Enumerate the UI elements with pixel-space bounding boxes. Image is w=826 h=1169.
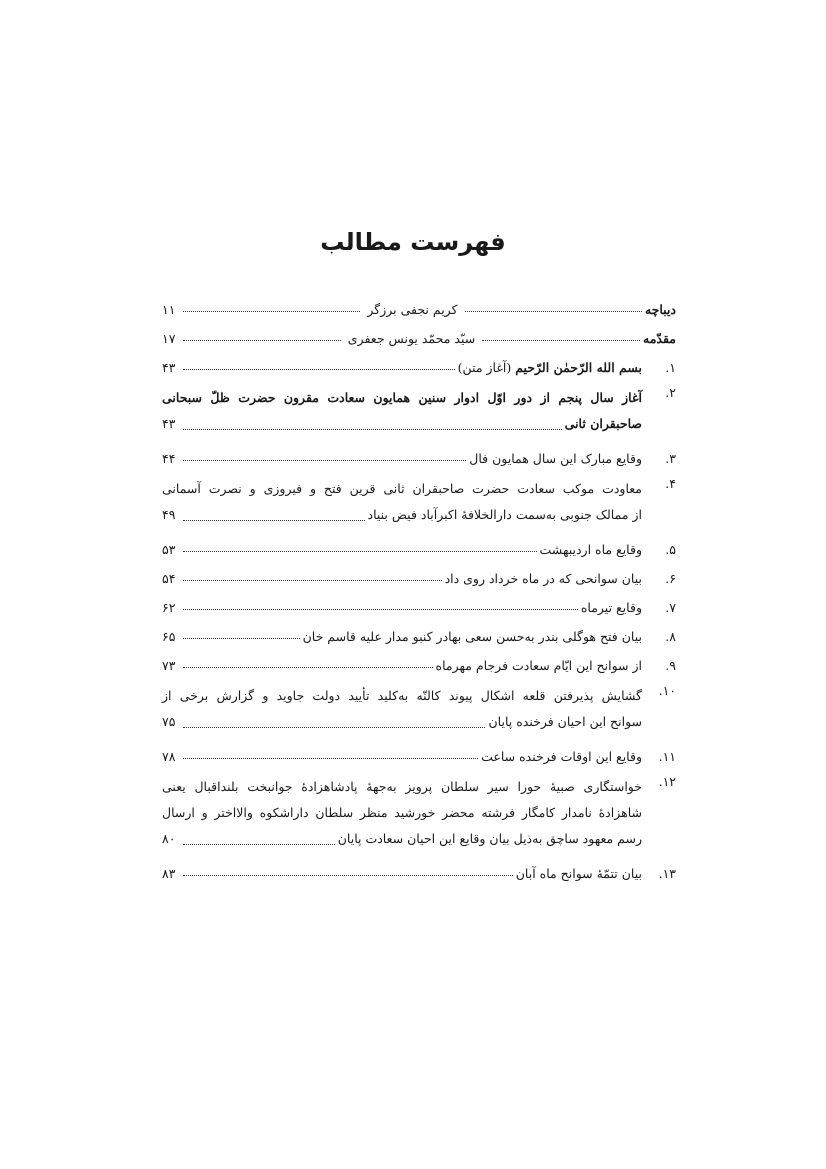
toc-row-preface[interactable] xyxy=(162,288,676,317)
toc-label-line: از ممالک جنوبی به‌سمت دارالخلافهٔ اکبرآباد فیض بنیاد xyxy=(367,507,642,522)
leader-dots xyxy=(183,551,537,552)
toc-page-number: ۸۳ xyxy=(162,866,176,881)
toc-label: دیباچه xyxy=(644,302,676,317)
toc-label-line: خواستگاری صبیهٔ حورا سیر سلطان پرویز به‌جههٔ پادشاهزادهٔ جوانبخت بلنداقبال یعنی xyxy=(162,779,642,794)
toc-label: بیان سوانحی که در ماه خرداد روی داد xyxy=(444,571,642,586)
toc-page-number: ۵۳ xyxy=(162,542,176,557)
toc-page-number: ۷۸ xyxy=(162,749,176,764)
toc-author: سیّد محمّد یونس جعفری xyxy=(347,331,476,346)
toc-entry-number: ۲. xyxy=(665,385,676,400)
toc-label: وقایع این اوقات فرخنده ساعت xyxy=(481,749,642,764)
leader-dots xyxy=(183,311,360,312)
toc-label: بیان فتح هوگلی بندر به‌حسن سعی بهادر کنبو مدار علیه قاسم خان xyxy=(302,629,642,644)
toc-page-number: ۱۱ xyxy=(162,302,176,317)
leader-dots xyxy=(183,638,300,639)
toc-entry-1[interactable] xyxy=(162,346,676,375)
toc-page-number: ۴۳ xyxy=(162,416,176,431)
leader-dots xyxy=(183,429,562,430)
toc-label: از سوانح این ایّام سعادت فرجام مهرماه xyxy=(435,658,642,673)
toc-page-number: ۶۵ xyxy=(162,629,176,644)
toc-page-number: ۵۴ xyxy=(162,571,176,586)
toc-entry-7[interactable] xyxy=(162,586,676,615)
leader-dots xyxy=(183,875,513,876)
toc-entry-13[interactable] xyxy=(162,852,676,881)
leader-dots xyxy=(183,580,442,581)
toc-label-line: رسم معهود ساچق به‌ذیل بیان وقایع این احیان سعادت پایان xyxy=(337,831,642,846)
toc-page-number: ۱۷ xyxy=(161,331,176,346)
leader-dots xyxy=(183,520,365,521)
leader-dots xyxy=(183,609,578,610)
toc-entry-9[interactable] xyxy=(162,644,676,673)
toc-entry-number: ۶. xyxy=(665,571,676,586)
toc-entry-6[interactable] xyxy=(162,557,676,586)
toc-label-line: شاهزادهٔ نامدار کامگار فرشته محضر خورشید منظر سلطان داراشکوه والااختر و ارسال xyxy=(162,805,642,820)
leader-dots xyxy=(465,311,642,312)
toc-entry-4[interactable] xyxy=(162,476,676,528)
page-title: فهرست مطالب xyxy=(320,228,506,256)
toc-label-line: سوانح این احیان فرخنده پایان xyxy=(488,714,642,729)
leader-dots xyxy=(183,340,341,341)
toc-entry-number: ۱. xyxy=(665,360,676,375)
leader-dots xyxy=(183,758,478,759)
toc-entry-5[interactable] xyxy=(162,528,676,557)
toc-label-bold: بسم الله الرّحمٰن الرّحیم xyxy=(515,360,642,375)
toc-entry-number: ۸. xyxy=(665,629,676,644)
toc-label-line: معاودت موکب سعادت حضرت صاحبقران ثانی قرین فتح و فیروزی و نصرت آسمانی xyxy=(162,481,642,496)
toc-entry-number: ۱۳. xyxy=(658,866,676,881)
toc-label-line: گشایش پذیرفتن قلعه اشکال پیوند کالنّه به‌کلید تأیید دولت جاوید و گزارش برخی از xyxy=(162,688,642,703)
toc-entry-2[interactable] xyxy=(162,385,676,437)
toc-label-note: (آغاز متن) xyxy=(457,360,516,375)
toc-label: وقایع ماه اردیبهشت xyxy=(539,542,642,557)
table-of-contents xyxy=(162,288,676,881)
toc-entry-number: ۱۲. xyxy=(658,774,676,789)
toc-entry-11[interactable] xyxy=(162,735,676,764)
toc-page-number: ۴۴ xyxy=(162,451,176,466)
toc-page-number: ۴۹ xyxy=(162,507,176,522)
toc-label: وقایع مبارک این سال همایون فال xyxy=(469,451,642,466)
toc-label-line: صاحبقران ثانی xyxy=(564,416,642,431)
toc-entry-number: ۱۰. xyxy=(658,683,676,698)
leader-dots xyxy=(183,369,455,370)
toc-entry-12[interactable] xyxy=(162,774,676,852)
toc-entry-3[interactable] xyxy=(162,437,676,466)
toc-page-number: ۸۰ xyxy=(162,831,176,846)
toc-page-number: ۶۲ xyxy=(162,600,176,615)
leader-dots xyxy=(482,340,640,341)
toc-entry-10[interactable] xyxy=(162,683,676,735)
toc-entry-number: ۷. xyxy=(665,600,676,615)
toc-entry-8[interactable] xyxy=(162,615,676,644)
leader-dots xyxy=(183,667,433,668)
toc-label: مقدّمه xyxy=(643,331,676,346)
toc-row-introduction[interactable] xyxy=(162,317,676,346)
toc-entry-number: ۴. xyxy=(665,476,676,491)
toc-page-number: ۷۳ xyxy=(162,658,176,673)
leader-dots xyxy=(183,844,335,845)
toc-label: وقایع تیرماه xyxy=(580,600,642,615)
toc-label: بیان تتمّهٔ سوانح ماه آبان xyxy=(515,866,642,881)
toc-label-line: آغاز سال پنجم از دور اوّل ادوار سنین همایون سعادت مقرون حضرت ظلّ سبحانی xyxy=(162,390,642,405)
toc-page-number: ۷۵ xyxy=(162,714,176,729)
toc-author: کریم نجفی برزگر xyxy=(367,302,458,317)
leader-dots xyxy=(183,460,466,461)
toc-entry-number: ۳. xyxy=(665,451,676,466)
toc-entry-number: ۵. xyxy=(665,542,676,557)
toc-entry-number: ۹. xyxy=(665,658,676,673)
leader-dots xyxy=(183,727,485,728)
toc-page-number: ۴۳ xyxy=(162,360,176,375)
toc-entry-number: ۱۱. xyxy=(658,749,676,764)
